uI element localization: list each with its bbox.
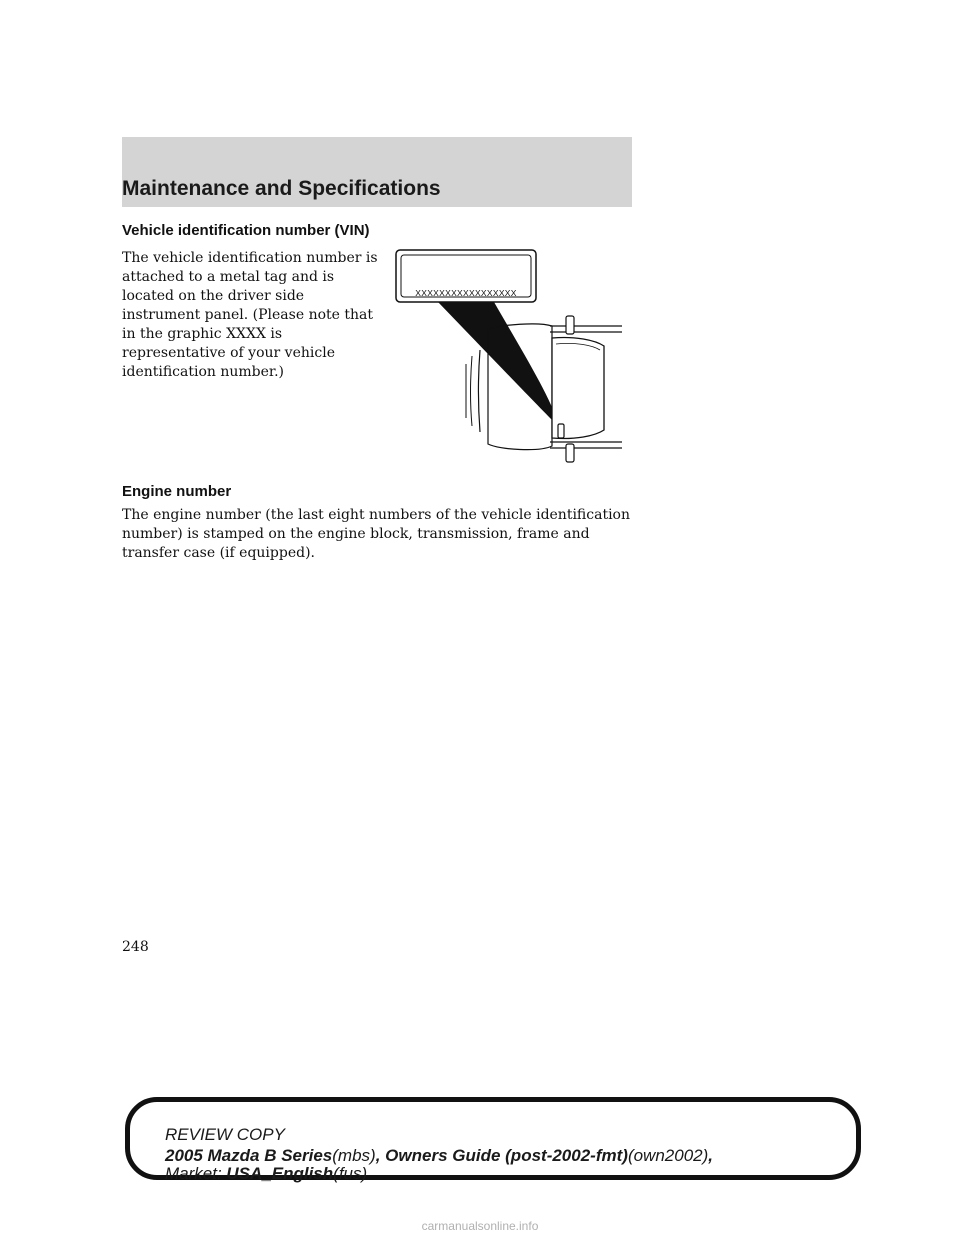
section-title: Maintenance and Specifications (122, 177, 441, 200)
pointer-wedge (438, 302, 560, 428)
vin-tag-text: XXXXXXXXXXXXXXXXX (415, 288, 517, 298)
vin-paragraph: The vehicle identification number is attached to a metal tag and is located on the driver side instrument panel. (Please note that in the graphic XXXX is representative of your vehicle identification number.) (122, 250, 378, 380)
vehicle-top-view-vin-location-icon (390, 246, 630, 470)
page-number: 248 (122, 939, 149, 955)
review-copy-label: REVIEW COPY (165, 1125, 285, 1144)
review-market-line: Market: USA_English(fus) (165, 1164, 368, 1183)
engine-number-heading: Engine number (122, 483, 232, 500)
engine-number-paragraph: The engine number (the last eight numbers of the vehicle identification number) is stamped on the engine block, transmission, frame and transfer case (if equipped). (122, 507, 631, 561)
watermark: carmanualsonline.info (421, 1219, 539, 1233)
review-model-line: 2005 Mazda B Series(mbs), Owners Guide (post-2002-fmt)(own2002), (165, 1146, 713, 1165)
vin-heading: Vehicle identification number (VIN) (122, 222, 370, 239)
